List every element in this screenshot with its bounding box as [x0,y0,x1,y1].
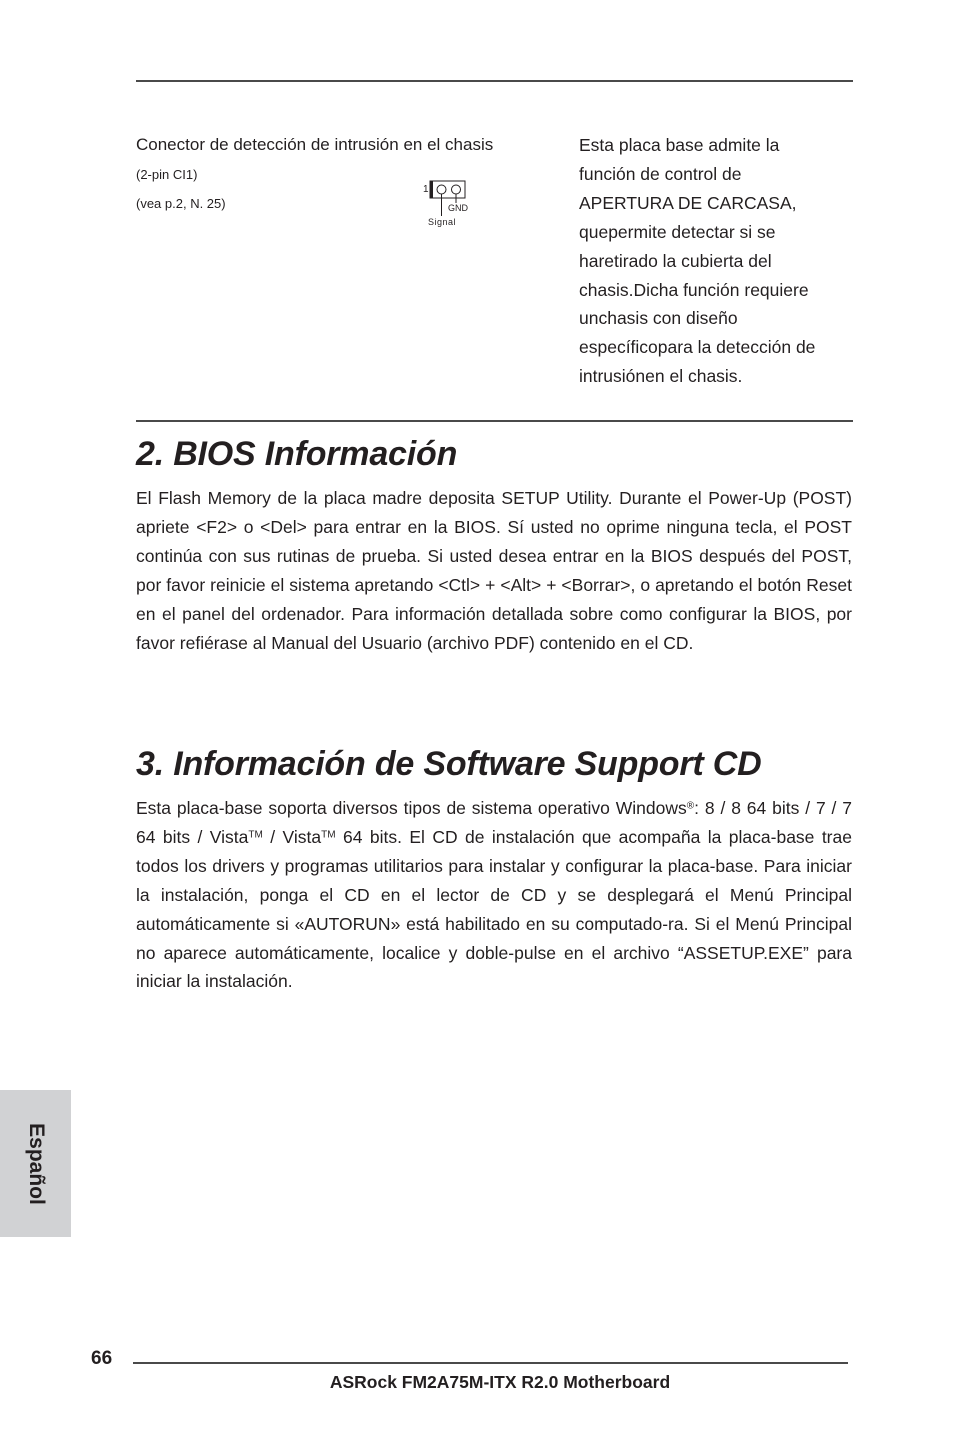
software-paragraph [136,794,852,996]
footer-product-name: ASRock FM2A75M-ITX R2.0 Motherboard [329,1372,671,1392]
signal-label: Signal [428,217,457,227]
description-line: específicopara la detección de [579,337,816,358]
description-line: Esta placa base admite la [579,135,780,155]
software-text: / Vista [262,826,322,847]
top-rule [136,80,853,82]
description-line: haretirado la cubierta del [579,250,772,271]
description-line: quepermite detectar si se [579,221,776,242]
registered-mark: ® [686,800,695,812]
connector-reference: (vea p.2, N. 25) [136,196,226,211]
description-line: intrusiónen el chasis. [579,366,743,387]
software-heading: 3. Información de Software Support CD [136,745,762,783]
description-line: APERTURA DE CARCASA, [579,192,797,213]
connector-title: Conector de detección de intrusión en el chasis [136,135,494,154]
chassis-intrusion-pin-diagram [420,178,480,228]
footer-rule [133,1362,848,1364]
trademark-mark: TM [321,829,336,841]
description-line: función de control de [579,163,742,184]
bios-heading: 2. BIOS Información [136,435,458,473]
bios-paragraph: El Flash Memory de la placa madre deposita SETUP Utility. Durante el Power-Up (POST) apriete <F2> o <Del> para entrar en la BIOS. Sí usted no oprime ninguna tecla, el POST continúa con sus rutinas de prueba. Si usted desea entrar en la BIOS después del POST, por favor reinicie el sistema apretando <Ctl> + <Alt> + <Borrar>, o apretando el botón Reset en el panel del ordenador. Para información detallada sobre como configurar la BIOS, por favor refiérase al Manual del Usuario (archivo PDF) contenido en el CD. [136,488,852,653]
pin-one-marker [430,181,433,198]
page-number: 66 [91,1348,113,1369]
trademark-mark: TM [248,829,263,841]
language-tab-label: Español [24,1122,48,1205]
software-text: Esta placa-base soporta diversos tipos de sistema operativo Windows [136,798,687,818]
pin-one-label: 1 [423,184,429,195]
description-line: chasis.Dicha función requiere [579,279,809,300]
software-text: 64 bits. El CD de instalación que acompaña la placa-base trae todos los drivers y programas utilitarios para instalar y configurar la placa-base. Para iniciar la instalación, ponga el CD en el lector de CD y se desplegará el Menú Principal automáticamente si «AUTORUN» está habilitado en su computado-ra. Si el Menú Principal no aparece automáticamente, localice y doble-pulse en el archivo “ASSETUP.EXE” para iniciar la instalación. [136,826,852,992]
pin-header [430,181,465,198]
section-divider [136,420,853,422]
gnd-label: GND [448,203,468,213]
description-line: unchasis con diseño [579,308,738,329]
connector-pin-label: (2-pin CI1) [136,167,198,182]
language-tab [0,1090,71,1237]
software-text: : 8 / 8 64 bits / 7 / 7 64 bits / Vista [136,798,852,847]
intrusion-description [579,131,854,391]
